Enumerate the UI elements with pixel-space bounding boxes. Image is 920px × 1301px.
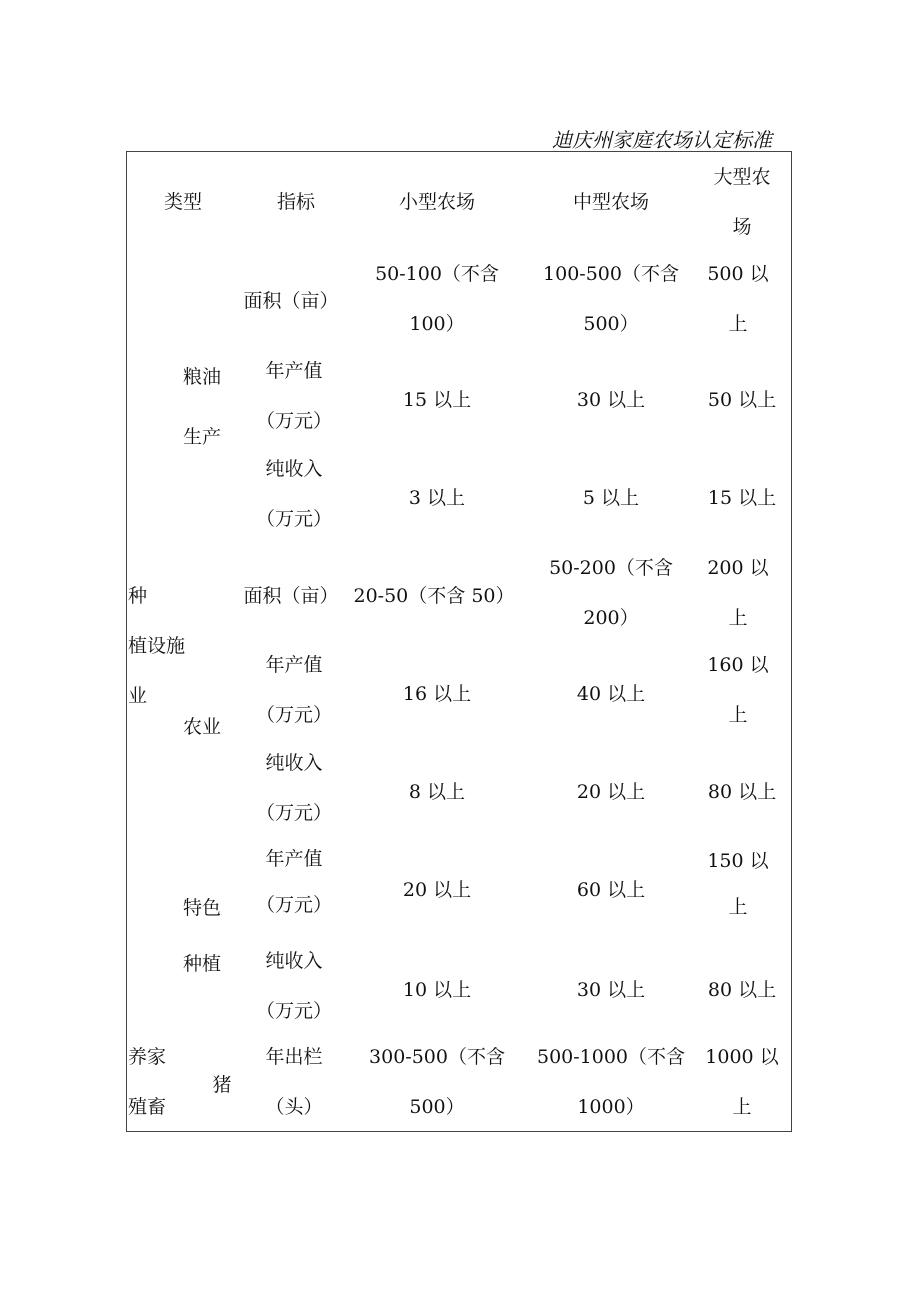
row9-medium-line1: 500-1000（不含: [536, 1046, 686, 1068]
row2-indicator: [256, 346, 332, 446]
row9-indicator-line2: （头）: [265, 1096, 323, 1118]
row1-medium-line2: 500）: [583, 313, 639, 335]
row6-indicator-line1: 纯收入: [265, 752, 323, 774]
category-breeding-line1: 养家: [128, 1046, 167, 1068]
row1-medium-line1: 100-500（不含: [543, 263, 679, 285]
row8-indicator-line1: 纯收入: [265, 950, 323, 972]
row6-indicator-line2: （万元）: [255, 802, 333, 824]
row5-small: 16 以上: [402, 683, 472, 705]
row2-small: 15 以上: [402, 389, 472, 411]
row5-indicator-line2: （万元）: [255, 704, 333, 726]
row3-indicator-line1: 纯收入: [265, 458, 323, 480]
subcategory-grain-oil: [183, 347, 221, 467]
row7-large: [707, 838, 768, 930]
header-large-farm-line1: 大型农: [713, 166, 771, 188]
row1-large-line2: 上: [728, 313, 748, 335]
category-breeding: [128, 1032, 166, 1132]
row1-small: [375, 249, 499, 349]
subcategory-grain-oil-line2: 生产: [182, 426, 222, 448]
row6-large: 80 以上: [707, 781, 777, 803]
row1-small-line1: 50-100（不含: [375, 263, 499, 285]
row2-indicator-line2: （万元）: [255, 410, 333, 432]
row9-large-line1: 1000 以: [705, 1046, 779, 1068]
header-indicator: 指标: [276, 191, 316, 213]
row7-large-line1: 150 以: [707, 850, 769, 872]
document-title: 迪庆州家庭农场认定标准: [552, 128, 772, 152]
row5-indicator-line1: 年产值: [265, 654, 323, 676]
row1-indicator: 面积（亩）: [243, 290, 339, 312]
row6-small: 8 以上: [408, 781, 466, 803]
subcategory-facility-agriculture: 农业: [182, 716, 222, 738]
row3-indicator: [256, 444, 332, 544]
header-type: 类型: [163, 191, 203, 213]
row3-large: 15 以上: [707, 487, 777, 509]
header-small-farm: 小型农场: [398, 191, 476, 213]
row9-large: [705, 1032, 778, 1132]
row9-small-line1: 300-500（不含: [369, 1046, 505, 1068]
row8-indicator-line2: （万元）: [255, 1000, 333, 1022]
category-planting-line1: 种: [128, 585, 148, 607]
row2-medium: 30 以上: [576, 389, 646, 411]
header-medium-farm: 中型农场: [572, 191, 650, 213]
row7-indicator: [256, 836, 332, 928]
subcategory-specialty-line2: 种植: [182, 953, 222, 975]
category-planting-line2: 植设施: [128, 635, 186, 657]
row5-large: [707, 640, 768, 740]
category-planting-line3: 业: [128, 685, 148, 707]
subcategory-grain-oil-line1: 粮油: [182, 366, 222, 388]
row9-large-line2: 上: [732, 1096, 752, 1118]
row4-indicator: 面积（亩）: [243, 585, 339, 607]
row9-medium-line2: 1000）: [577, 1096, 645, 1118]
row6-medium: 20 以上: [576, 781, 646, 803]
row9-indicator-line1: 年出栏: [265, 1046, 323, 1068]
row1-small-line2: 100）: [409, 313, 465, 335]
row4-large-line2: 上: [728, 607, 748, 629]
row9-small-line2: 500）: [409, 1096, 465, 1118]
row7-large-line2: 上: [728, 896, 748, 918]
row2-indicator-line1: 年产值: [265, 360, 323, 382]
row3-indicator-line2: （万元）: [255, 508, 333, 530]
row8-medium: 30 以上: [576, 979, 646, 1001]
row5-medium: 40 以上: [576, 683, 646, 705]
row5-large-line2: 上: [728, 704, 748, 726]
row4-medium-line2: 200）: [583, 607, 639, 629]
category-breeding-line2: 殖畜: [128, 1096, 167, 1118]
row9-small: [369, 1032, 505, 1132]
row7-indicator-line1: 年产值: [265, 848, 323, 870]
row9-indicator: [265, 1032, 322, 1132]
row4-large-line1: 200 以: [707, 557, 769, 579]
row1-medium: [543, 249, 679, 349]
header-large-farm: [713, 152, 770, 252]
row3-small: 3 以上: [408, 487, 466, 509]
row9-medium: [537, 1032, 685, 1132]
row2-large: 50 以上: [707, 389, 777, 411]
header-large-farm-line2: 场: [732, 216, 752, 238]
subcategory-specialty-line1: 特色: [182, 897, 222, 919]
category-planting: [128, 571, 185, 721]
row7-indicator-line2: （万元）: [255, 894, 333, 916]
row4-large: [707, 543, 768, 643]
row6-indicator: [256, 738, 332, 838]
row4-medium-line1: 50-200（不含: [549, 557, 673, 579]
row8-large: 80 以上: [707, 979, 777, 1001]
row4-small: 20-50（不含 50）: [353, 585, 515, 607]
row1-large: [707, 249, 768, 349]
row5-large-line1: 160 以: [707, 654, 769, 676]
row7-medium: 60 以上: [576, 879, 646, 901]
subcategory-specialty-planting: [183, 880, 221, 992]
row5-indicator: [256, 640, 332, 740]
row7-small: 20 以上: [402, 879, 472, 901]
row3-medium: 5 以上: [582, 487, 640, 509]
row1-large-line1: 500 以: [707, 263, 769, 285]
row8-indicator: [256, 936, 332, 1036]
row8-small: 10 以上: [402, 979, 472, 1001]
subcategory-pig: 猪: [212, 1074, 232, 1096]
row4-medium: [549, 543, 673, 643]
